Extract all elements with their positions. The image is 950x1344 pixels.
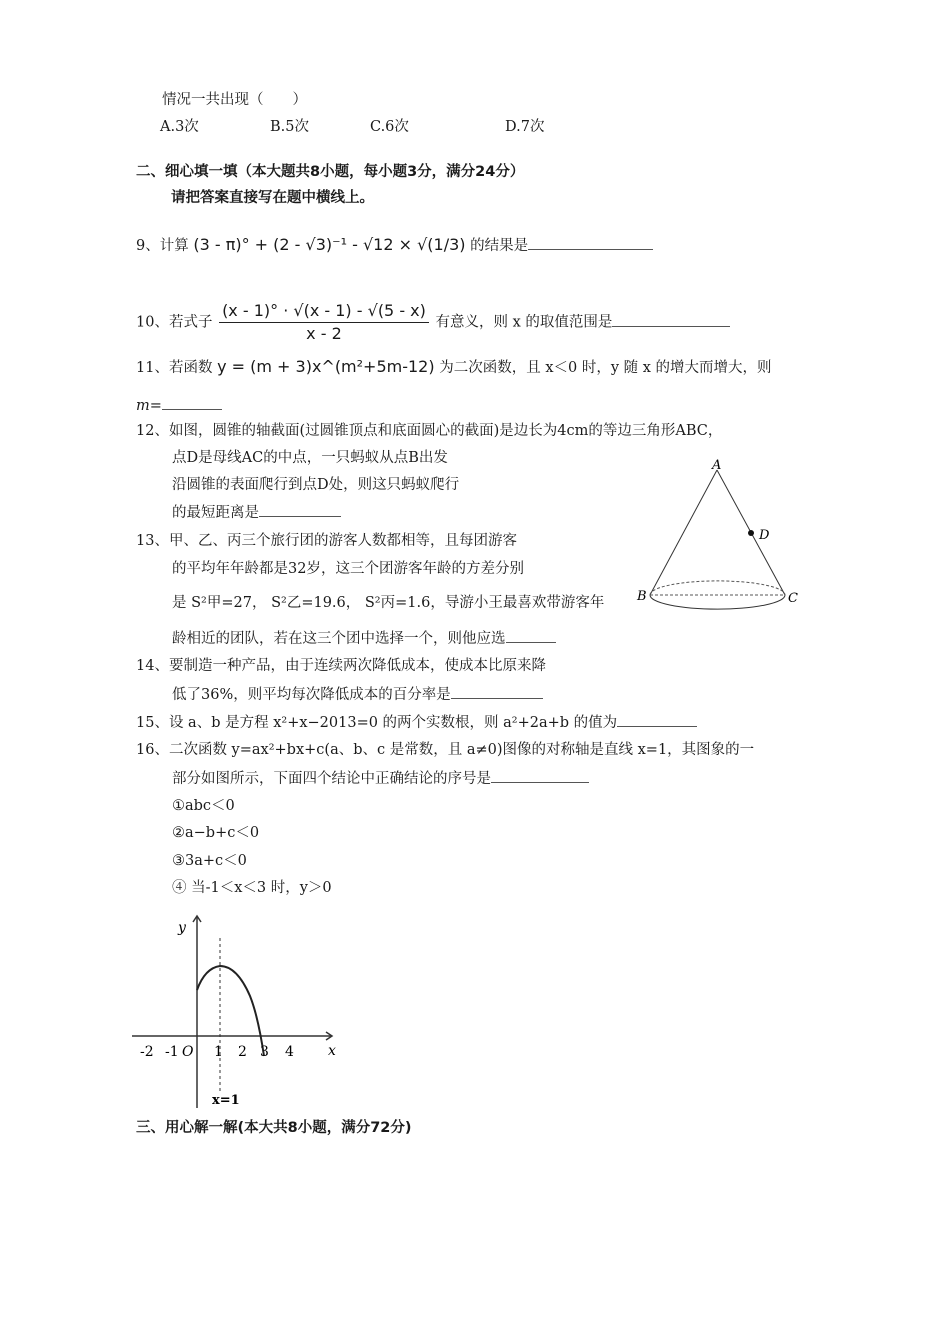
q16-text2: 部分如图所示，下面四个结论中正确结论的序号是 <box>172 771 491 787</box>
q12-answer-blank <box>259 502 341 517</box>
parabola-curve <box>197 966 264 1056</box>
q11-num: 11、 <box>136 360 169 376</box>
q14-num: 14、 <box>136 658 169 674</box>
label-b: B <box>637 589 647 604</box>
y-axis-label: y <box>178 920 186 936</box>
symmetry-axis-label: x=1 <box>212 1093 240 1108</box>
q16-option-2: ②a−b+c＜0 <box>172 825 260 841</box>
q10-denominator: x - 2 <box>306 324 342 343</box>
q8-option-c: C.6次 <box>370 119 409 135</box>
q9-answer-blank <box>528 235 653 250</box>
q16-option-4: ④ 当-1＜x＜3 时，y＞0 <box>172 880 332 896</box>
q8-option-d: D.7次 <box>505 119 545 135</box>
q12-line2: 点D是母线AC的中点，一只蚂蚁从点B出发 <box>172 450 448 466</box>
q11-expression: y = (m + 3)x^(m²+5m-12) <box>217 357 435 376</box>
label-c: C <box>788 591 798 606</box>
q13-variance-jia: S²甲=27， <box>191 595 267 611</box>
q11-answer-blank <box>162 395 222 410</box>
q12-text1: 如图，圆锥的轴截面(过圆锥顶点和底面圆心的截面)是边长为4cm的等边三角形ABC， <box>168 423 723 439</box>
q13-variance-yi: S²乙=19.6， <box>271 595 361 611</box>
q9-num: 9、 <box>136 238 160 254</box>
q10-line <box>136 300 730 345</box>
cone-base-back <box>650 581 785 595</box>
origin-label: O <box>182 1044 194 1060</box>
q14-answer-blank <box>451 684 543 699</box>
q15-line <box>136 712 697 733</box>
q13-text4: 龄相近的团队，若在这三个团中选择一个，则他应选 <box>172 631 506 647</box>
q16-option-1: ①abc＜0 <box>172 798 235 814</box>
q9-tail: 的结果是 <box>470 238 529 254</box>
q12-num: 12、 <box>136 423 169 439</box>
x-axis-label: x <box>328 1043 336 1059</box>
q13-text3: 导游小王最喜欢带游客年 <box>444 595 605 611</box>
q11-tail: 为二次函数，且 x＜0 时，y 随 x 的增大而增大，则 <box>439 360 772 376</box>
q15-num: 15、 <box>136 715 169 731</box>
q9-lead: 计算 <box>159 238 189 254</box>
label-d: D <box>759 528 770 543</box>
q13-prefix: 是 <box>172 595 187 611</box>
q16-option-3: ③3a+c＜0 <box>172 853 247 869</box>
q14-line1 <box>136 656 546 676</box>
q10-numerator: (x - 1)° · √(x - 1) - √(5 - x) <box>219 300 429 323</box>
q13-text1: 甲、乙、丙三个旅行团的游客人数都相等，且每团游客 <box>168 533 517 549</box>
q14-line2 <box>172 684 543 705</box>
tick-2: 2 <box>238 1044 247 1060</box>
tick-neg1: -1 <box>165 1044 179 1060</box>
q16-line2 <box>172 768 589 789</box>
tick-neg2: -2 <box>140 1044 154 1060</box>
q16-num: 16、 <box>136 742 169 758</box>
q13-line4 <box>172 628 556 649</box>
section3-heading: 三、用心解一解(本大共8小题，满分72分) <box>136 1120 412 1136</box>
tick-3: 3 <box>260 1044 269 1060</box>
cone-edge-ab <box>650 470 717 595</box>
q15-text: 设 a、b 是方程 x²+x−2013=0 的两个实数根，则 a²+2a+b 的值为 <box>168 715 618 731</box>
q13-num: 13、 <box>136 533 169 549</box>
q13-line1 <box>136 531 517 551</box>
q8-option-a: A.3次 <box>160 119 199 135</box>
q12-line3: 沿圆锥的表面爬行到点D处，则这只蚂蚁爬行 <box>172 477 460 493</box>
q14-text2: 低了36%，则平均每次降低成本的百分率是 <box>172 687 451 703</box>
section2-instruction: 请把答案直接写在题中横线上。 <box>171 190 374 206</box>
q11-lead: 若函数 <box>168 360 213 376</box>
q10-fraction <box>219 300 429 345</box>
q14-text1: 要制造一种产品，由于连续两次降低成本，使成本比原来降 <box>168 658 546 674</box>
q9-line <box>136 235 653 256</box>
label-a: A <box>712 458 722 473</box>
q10-tail: 有意义，则 x 的取值范围是 <box>435 314 613 331</box>
tick-4: 4 <box>285 1044 294 1060</box>
cone-figure <box>630 455 810 625</box>
section2-heading: 二、细心填一填（本大题共8小题，每小题3分，满分24分） <box>136 164 525 180</box>
q16-text1: 二次函数 y=ax²+bx+c(a、b、c 是常数，且 a≠0)图像的对称轴是直线 x=1，其图象的一 <box>168 742 755 758</box>
cone-base-front <box>650 595 785 609</box>
q12-text4: 的最短距离是 <box>172 505 259 521</box>
q13-answer-blank <box>506 628 556 643</box>
q16-answer-blank <box>491 768 589 783</box>
q8-text: 情况一共出现（ ） <box>162 92 307 108</box>
q15-answer-blank <box>617 712 697 727</box>
q10-num: 10、 <box>136 314 169 331</box>
q13-variance-bing: S²丙=1.6， <box>364 595 445 611</box>
q13-line3 <box>172 593 604 613</box>
q10-answer-blank <box>612 312 730 327</box>
q10-lead: 若式子 <box>168 314 213 331</box>
q12-line4 <box>172 502 341 523</box>
q8-option-b: B.5次 <box>270 119 309 135</box>
q11-line2 <box>136 395 222 416</box>
q9-expression: (3 - π)° + (2 - √3)⁻¹ - √12 × √(1/3) <box>193 235 466 254</box>
parabola-graph <box>132 908 347 1113</box>
point-d-marker <box>748 530 754 536</box>
q11-m-label: m= <box>136 398 162 414</box>
q16-line1 <box>136 740 754 760</box>
q12-line1 <box>136 421 722 441</box>
q11-line <box>136 357 772 378</box>
q13-line2: 的平均年年龄都是32岁，这三个团游客年龄的方差分别 <box>172 561 524 577</box>
tick-1: 1 <box>214 1044 223 1060</box>
